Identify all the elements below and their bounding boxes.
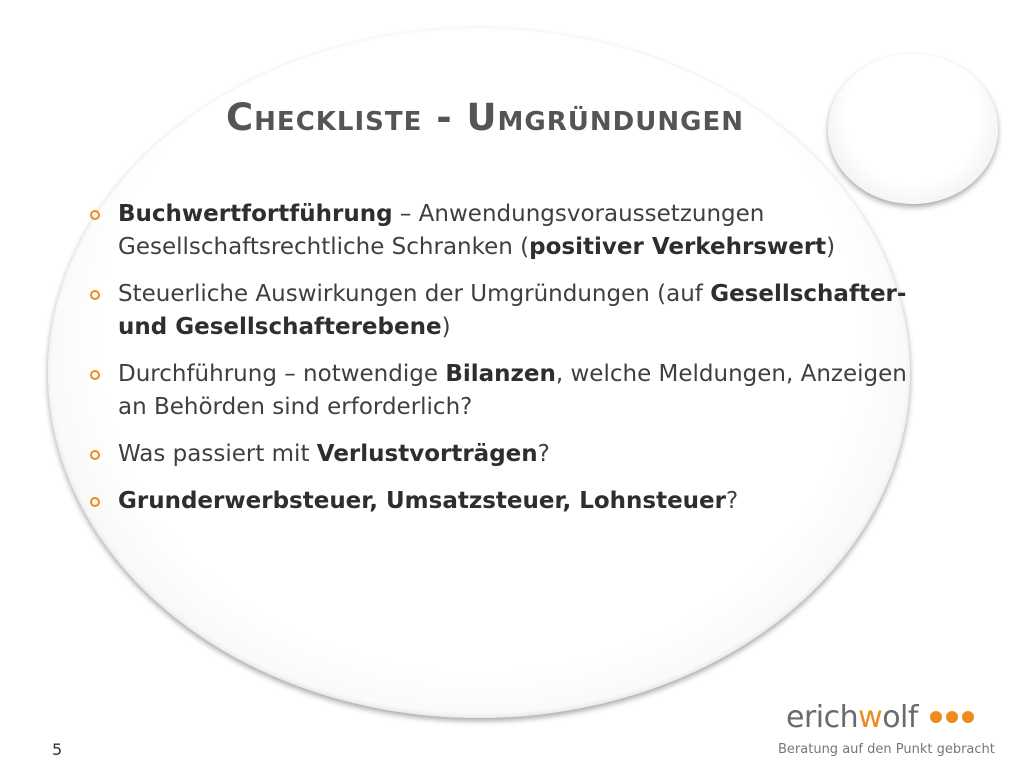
bullet-ring-icon (90, 290, 100, 300)
bullet-text: , welche Meldungen, Anzeigen an Behörden sind erforderlich? (118, 361, 907, 420)
bullet-list (88, 198, 928, 532)
logo-dot-icon (962, 711, 974, 723)
bullet-text: Was passiert mit (118, 441, 317, 467)
bullet-item (88, 485, 928, 518)
bullet-ring-icon (90, 370, 100, 380)
bullet-text-bold: Bilanzen (445, 361, 556, 387)
bullet-item (88, 278, 928, 344)
bullet-text: ) (441, 314, 451, 340)
page-number: 5 (52, 740, 63, 759)
logo-text-suffix: olf (882, 700, 918, 735)
bullet-item (88, 358, 928, 424)
bullet-text-bold: positiver Verkehrswert (529, 234, 827, 260)
bullet-text-bold: Buchwertfortführung (118, 201, 393, 227)
slide-title: Checkliste - Umgründungen (226, 96, 744, 139)
bullet-text-bold: Gesellschafter- und Gesellschafterebene (118, 281, 907, 340)
bullet-text: Steuerliche Auswirkungen der Umgründungen (auf (118, 281, 711, 307)
logo-dot-icon (930, 711, 942, 723)
bullet-item (88, 438, 928, 471)
logo-dot-icon (946, 711, 958, 723)
company-logo (786, 700, 986, 740)
bullet-text-bold: Verlustvorträgen (316, 441, 538, 467)
bullet-ring-icon (90, 210, 100, 220)
logo-wordmark (786, 700, 918, 735)
bullet-text: ? (726, 488, 739, 514)
bullet-text: ) (826, 234, 836, 260)
bullet-text-bold: Grunderwerbsteuer, Umsatzsteuer, Lohnsteuer (118, 488, 726, 514)
logo-text-prefix: erich (786, 700, 859, 735)
logo-text-accent: w (858, 700, 883, 735)
logo-tagline: Beratung auf den Punkt gebracht (778, 742, 995, 757)
bullet-ring-icon (90, 450, 100, 460)
bullet-text: ? (537, 441, 550, 467)
bullet-item (88, 198, 928, 264)
bullet-text: – Anwendungsvoraussetzungen Gesellschaftsrechtliche Schranken ( (118, 201, 765, 260)
bullet-ring-icon (90, 497, 100, 507)
bullet-text: Durchführung – notwendige (118, 361, 446, 387)
